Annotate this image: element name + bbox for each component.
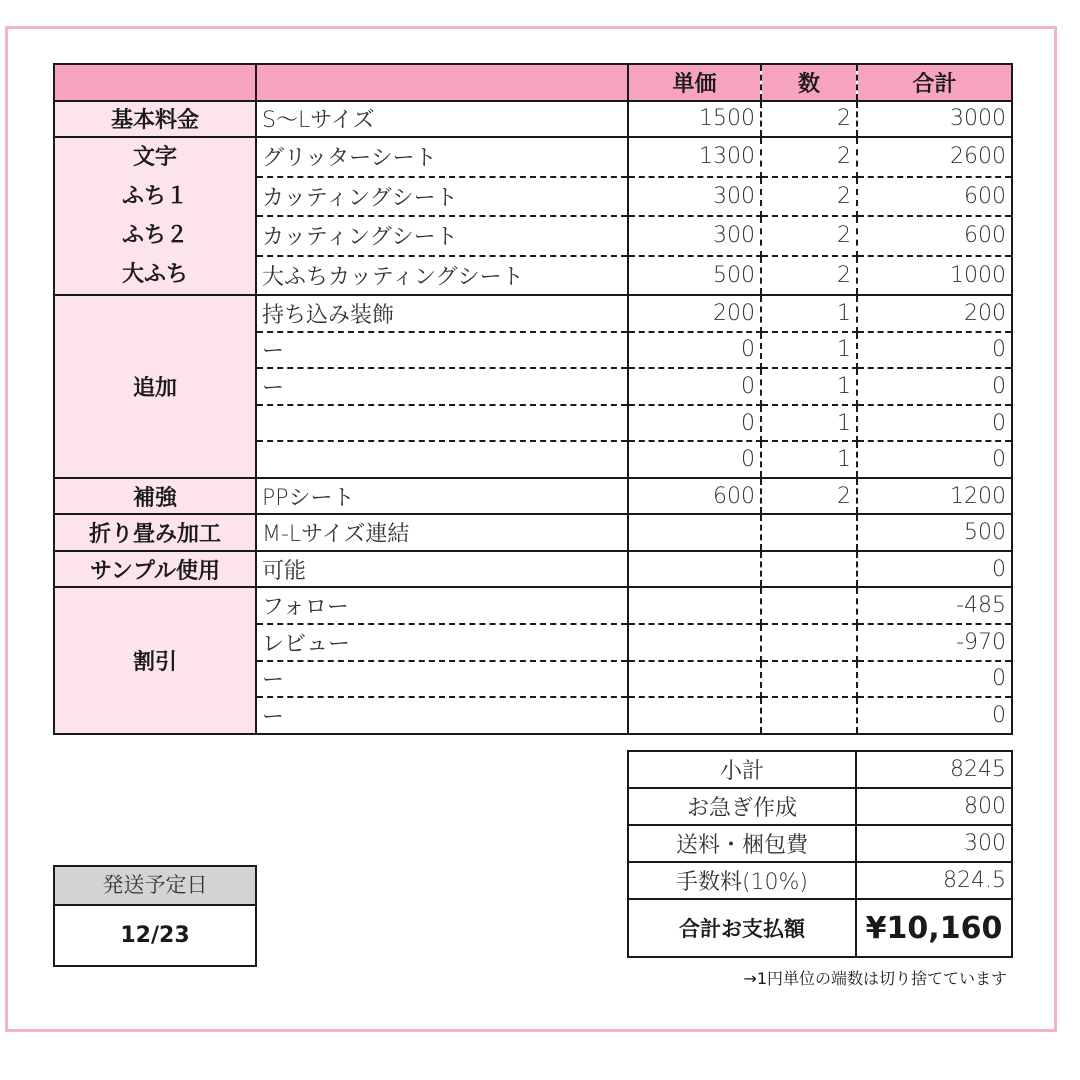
item-qty: 2 <box>761 256 857 296</box>
item-price: 0 <box>628 405 761 442</box>
rush-value: 800 <box>856 788 1012 825</box>
item-qty <box>761 697 857 734</box>
category-add: 追加 <box>54 295 256 478</box>
table-row <box>54 295 1012 332</box>
item-qty <box>761 661 857 698</box>
summary-row <box>628 788 1012 825</box>
summary-table <box>627 750 1013 958</box>
category-fuchi1: ふち１ <box>121 184 188 210</box>
item-qty <box>761 551 857 588</box>
item-price <box>628 661 761 698</box>
shipping-fee-value: 300 <box>856 825 1012 862</box>
shipping-date-value: 12/23 <box>120 923 190 948</box>
item-price: 1300 <box>628 137 761 177</box>
item-desc: ー <box>256 332 628 369</box>
item-qty: 2 <box>761 478 857 515</box>
item-total: 0 <box>857 697 1012 734</box>
item-price <box>628 514 761 551</box>
category-discount: 割引 <box>54 587 256 733</box>
category-oofuchi: 大ふち <box>121 262 188 288</box>
item-total: 1200 <box>857 478 1012 515</box>
table-row <box>54 551 1012 588</box>
item-qty: 1 <box>761 405 857 442</box>
item-total: 0 <box>857 551 1012 588</box>
item-total: 0 <box>857 441 1012 478</box>
rush-label: お急ぎ作成 <box>628 788 856 825</box>
table-row <box>54 101 1012 138</box>
total-payment-row <box>628 899 1012 957</box>
category-base: 基本料金 <box>54 101 256 138</box>
rounding-note: →1円単位の端数は切り捨てています <box>743 969 1007 988</box>
category-fuchi2: ふち２ <box>121 223 188 249</box>
category-letters-group <box>54 137 256 295</box>
item-desc: フォロー <box>256 587 628 624</box>
item-price: 0 <box>628 441 761 478</box>
item-price: 1500 <box>628 101 761 138</box>
header-unit-price: 単価 <box>628 64 761 101</box>
summary-row <box>628 825 1012 862</box>
item-desc: レビュー <box>256 624 628 661</box>
header-row <box>54 64 1012 101</box>
item-qty: 2 <box>761 137 857 177</box>
item-desc: ー <box>256 368 628 405</box>
item-desc: 持ち込み装飾 <box>256 295 628 332</box>
category-sample: サンプル使用 <box>54 551 256 588</box>
item-desc: ー <box>256 661 628 698</box>
item-qty: 2 <box>761 216 857 256</box>
item-price <box>628 697 761 734</box>
summary-row <box>628 862 1012 899</box>
item-desc: カッティングシート <box>256 216 628 256</box>
item-desc: カッティングシート <box>256 177 628 217</box>
total-payment-label: 合計お支払額 <box>628 899 856 957</box>
item-qty: 1 <box>761 332 857 369</box>
item-price: 300 <box>628 177 761 217</box>
header-desc-cell <box>256 64 628 101</box>
item-total: 0 <box>857 332 1012 369</box>
item-qty <box>761 514 857 551</box>
item-total: 600 <box>857 216 1012 256</box>
item-qty <box>761 624 857 661</box>
item-desc: S〜Lサイズ <box>256 101 628 138</box>
item-desc: ー <box>256 697 628 734</box>
shipping-fee-label: 送料・梱包費 <box>628 825 856 862</box>
item-total: 1000 <box>857 256 1012 296</box>
item-total: -970 <box>857 624 1012 661</box>
item-qty: 1 <box>761 368 857 405</box>
item-total: 0 <box>857 405 1012 442</box>
header-category-cell <box>54 64 256 101</box>
item-total: 0 <box>857 661 1012 698</box>
item-total: 0 <box>857 368 1012 405</box>
table-row <box>54 478 1012 515</box>
item-qty: 2 <box>761 177 857 217</box>
table-row <box>54 137 1012 177</box>
item-desc <box>256 441 628 478</box>
category-moji: 文字 <box>132 145 177 171</box>
item-price: 0 <box>628 368 761 405</box>
item-qty: 1 <box>761 441 857 478</box>
item-desc <box>256 405 628 442</box>
item-desc: 大ふちカッティングシート <box>256 256 628 296</box>
item-qty <box>761 587 857 624</box>
item-total: 500 <box>857 514 1012 551</box>
item-price: 0 <box>628 332 761 369</box>
category-fold: 折り畳み加工 <box>54 514 256 551</box>
item-total: 600 <box>857 177 1012 217</box>
total-payment-value: ¥10,160 <box>856 899 1012 957</box>
item-desc: 可能 <box>256 551 628 588</box>
item-price <box>628 551 761 588</box>
item-total: -485 <box>857 587 1012 624</box>
price-table <box>53 63 1013 735</box>
item-total: 200 <box>857 295 1012 332</box>
item-desc: M-Lサイズ連結 <box>256 514 628 551</box>
table-row <box>54 587 1012 624</box>
item-price <box>628 587 761 624</box>
item-price: 200 <box>628 295 761 332</box>
commission-value: 824.5 <box>856 862 1012 899</box>
subtotal-value: 8245 <box>856 751 1012 788</box>
header-total: 合計 <box>857 64 1012 101</box>
item-price: 500 <box>628 256 761 296</box>
category-hokyo: 補強 <box>54 478 256 515</box>
summary-row <box>628 751 1012 788</box>
shipping-date-label: 発送予定日 <box>55 867 255 906</box>
table-row <box>54 514 1012 551</box>
item-desc: PPシート <box>256 478 628 515</box>
item-price: 300 <box>628 216 761 256</box>
item-desc: グリッターシート <box>256 137 628 177</box>
item-total: 2600 <box>857 137 1012 177</box>
item-price <box>628 624 761 661</box>
item-price: 600 <box>628 478 761 515</box>
header-qty: 数 <box>761 64 857 101</box>
item-total: 3000 <box>857 101 1012 138</box>
subtotal-label: 小計 <box>628 751 856 788</box>
item-qty: 1 <box>761 295 857 332</box>
item-qty: 2 <box>761 101 857 138</box>
shipping-date-box <box>53 865 257 967</box>
commission-label: 手数料(10%) <box>628 862 856 899</box>
